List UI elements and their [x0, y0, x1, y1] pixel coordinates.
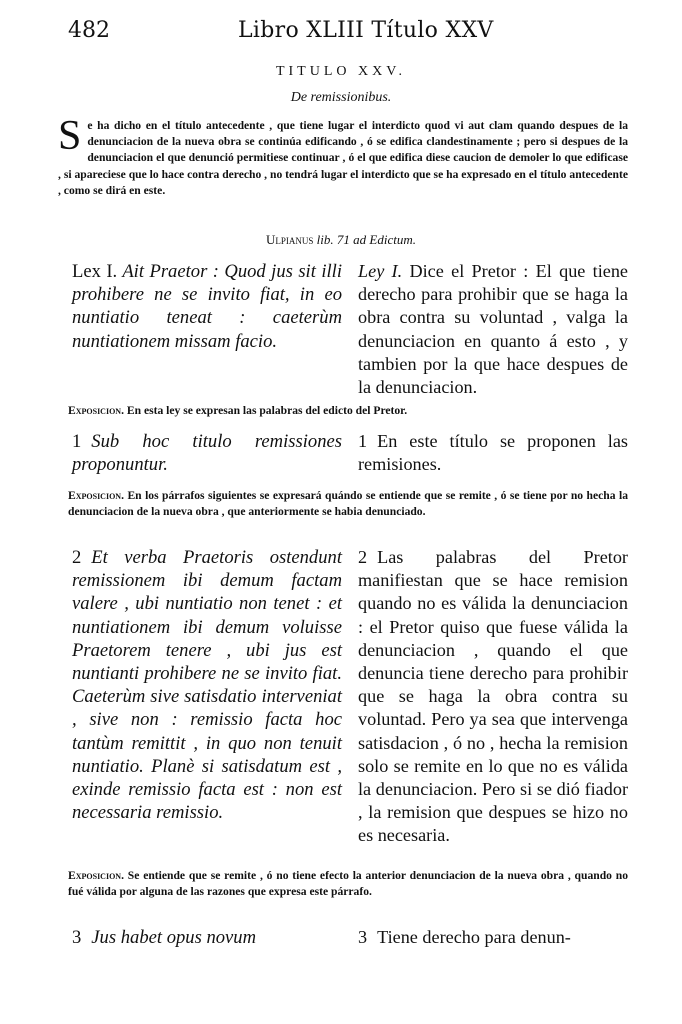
running-title: Libro XLIII Título XXV [238, 18, 494, 43]
latin-text-paragraph-2 [72, 546, 342, 824]
exposicion-text: Se entiende que se remite , ó no tiene efecto la anterior denunciacion de la nueva obra , quando no fué válida por alguna de las razones que expresa este párrafo. [68, 869, 628, 898]
spanish-body: Las palabras del Pretor manifiestan que se hace remision quando no es válida la denunciacion : el Pretor quiso que fuese válida la denunciacion , quando el que denuncia tiene derecho para prohibir que se haga la obra contra su voluntad. Pero ya sea que intervenga satisdacion , ó no , hecha la remision solo se remite en lo que no es válida la denunciacion. Pero si se dió fiador , la remision que despues se hizo no es necesaria. [358, 547, 628, 846]
source-citation [0, 232, 682, 248]
exposicion-label: Exposicion. [68, 869, 124, 882]
section-title: TITULO XXV. [275, 64, 407, 79]
spanish-text-paragraph-3 [358, 926, 628, 949]
spanish-body: Tiene derecho para denun- [377, 927, 571, 947]
latin-label: Lex I. [72, 261, 118, 282]
spanish-label: Ley I. [358, 261, 403, 281]
latin-label: 2 [72, 547, 82, 568]
exposicion-label: Exposicion. [68, 489, 124, 502]
latin-text-paragraph-1 [72, 430, 342, 476]
latin-text-lex-1 [72, 260, 342, 353]
exposicion-text: En los párrafos siguientes se expresará quándo se entiende que se remite , ó se tiene por no hecha la denunciacion de la nueva obra , que anteriormente se habia denunciado. [68, 489, 628, 518]
latin-label: 1 [72, 431, 82, 452]
drop-cap: S [58, 113, 82, 159]
spanish-label: 1 [358, 431, 368, 451]
spanish-label: 3 [358, 927, 368, 947]
intro-text: e ha dicho en el título antecedente , que tiene lugar el interdicto quod vi aut clam quando despues de la denunciacion de la nueva obra se continúa edificando , ó se edifica clandestinamente ; pero si despues de la denunciacion el que denunció permitiese continuar , ó el que edifica diese caucion de demoler lo que edificase , si apareciese que lo hace contra derecho , no tendrá lugar el interdicto que se ha expresado en el título antecedente , como se dirá en este. [58, 119, 628, 197]
source-ref: lib. 71 ad Edictum. [316, 232, 416, 247]
exposicion-label: Exposicion. [68, 404, 124, 417]
spanish-body: Dice el Pretor : El que tiene derecho para prohibir que se haga la obra contra su voluntad , valga la denunciacion en quanto á esto , y tambien por la que hace despues de la denunciacion. [358, 261, 629, 398]
spanish-text-paragraph-2 [358, 546, 628, 848]
exposicion-note [68, 868, 628, 900]
latin-text-paragraph-3 [72, 926, 342, 949]
latin-body: Jus habet opus novum [91, 927, 257, 948]
source-author: Ulpianus [266, 232, 314, 247]
exposicion-note [68, 488, 628, 520]
latin-label: 3 [72, 927, 82, 948]
spanish-body: En este título se proponen las remisiones. [358, 431, 628, 475]
latin-body: Et verba Praetoris ostendunt remissionem ibi demum factam valere , ubi nuntiatio non tenet : et nuntiationem ibi demum voluisse Praetorem tenere , ubi jus est nuntianti prohibere ne se invito fiat. Caeterùm sive satisdatio interveniat , sive non : remissio facta hoc tantùm remittit , in quo non tenuit nuntiatio. Planè si satisdatum est , exinde remissio facta est : non est necessaria remissio. [72, 547, 342, 824]
latin-body: Ait Praetor : Quod jus sit illi prohibere ne se invito fiat, in eo nuntiatio teneat : caeterùm nuntiationem missam facio. [72, 261, 342, 352]
exposicion-note [68, 403, 628, 419]
section-subtitle: De remissionibus. [290, 90, 392, 105]
spanish-text-ley-1 [358, 260, 628, 399]
intro-paragraph [58, 113, 628, 199]
page-header [68, 18, 628, 50]
latin-body: Sub hoc titulo remissiones proponuntur. [72, 431, 342, 476]
exposicion-text: En esta ley se expresan las palabras del edicto del Pretor. [126, 404, 408, 417]
spanish-label: 2 [358, 547, 368, 567]
spanish-text-paragraph-1 [358, 430, 628, 476]
page-number: 482 [68, 18, 110, 43]
